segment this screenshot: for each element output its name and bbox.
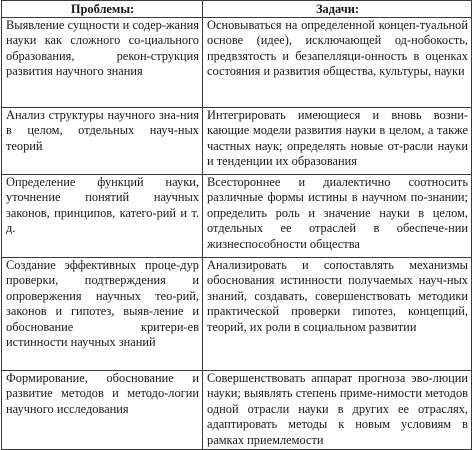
task-cell [203, 108, 472, 175]
table-header-row [2, 1, 472, 18]
task-text: Основываться на определенной концеп-туальной основе (идее), исключающей од-нобокость, предвзятость и безапелляци-онность в оценках состояния и развития общества, культуры, науки [207, 18, 468, 79]
problem-text: Создание эффективных проце-дур проверки, подтверждения и опровержения научных тео-рий, законов и гипотез, выяв-ление и обоснование критери-ев истинности научных знаний [6, 258, 199, 350]
table-row [2, 175, 472, 258]
table-row [2, 108, 472, 175]
task-text: Интегрировать имеющиеся и вновь возни-кающие модели развития науки в целом, а также частных наук; определять новые от-расли науки и тенденции их образования [207, 108, 468, 169]
table-row [2, 18, 472, 108]
task-cell [203, 175, 472, 258]
header-tasks: Задачи: [203, 1, 472, 18]
task-text: Анализировать и сопоставлять механизмы обоснования истинности получаемых науч-ных знаний, создавать, совершенствовать методики практической проверки гипотез, концепций, теорий, их роли в социальном развитии [207, 258, 468, 334]
table-row [2, 258, 472, 371]
header-problems: Проблемы: [2, 1, 203, 18]
task-cell [203, 258, 472, 371]
task-cell [203, 18, 472, 108]
task-text: Совершенствовать аппарат прогноза эво-люции науки; выявлять степень приме-нимости методов одной отрасли науки в других ее отраслях, адаптировать методы к новым условиям в рамках приемлемости [207, 371, 468, 447]
problem-cell [2, 258, 203, 371]
problem-text: Выявление сущности и содер-жания науки как сложного со-циального образования, рекон-струкция развития научного знания [6, 18, 199, 79]
problem-cell [2, 108, 203, 175]
problem-cell [2, 175, 203, 258]
problem-text: Формирование, обоснование и развитие методов и методо-логии научного исследования [6, 371, 199, 416]
problems-tasks-table [1, 0, 472, 450]
task-text: Всестороннее и диалектично соотносить различные формы истины в научном по-знании; определить роль и значение науки в целом, отдельных ее отраслей в обеспече-нии жизнеспособности общества [207, 175, 468, 251]
problem-cell [2, 18, 203, 108]
problem-text: Определение функций науки, уточнение понятий научных законов, принципов, катего-рий и т. д. [6, 175, 199, 236]
problem-text: Анализ структуры научного зна-ния в целом, отдельных науч-ных теорий [6, 108, 199, 153]
problem-cell [2, 371, 203, 450]
table-row [2, 371, 472, 450]
task-cell [203, 371, 472, 450]
